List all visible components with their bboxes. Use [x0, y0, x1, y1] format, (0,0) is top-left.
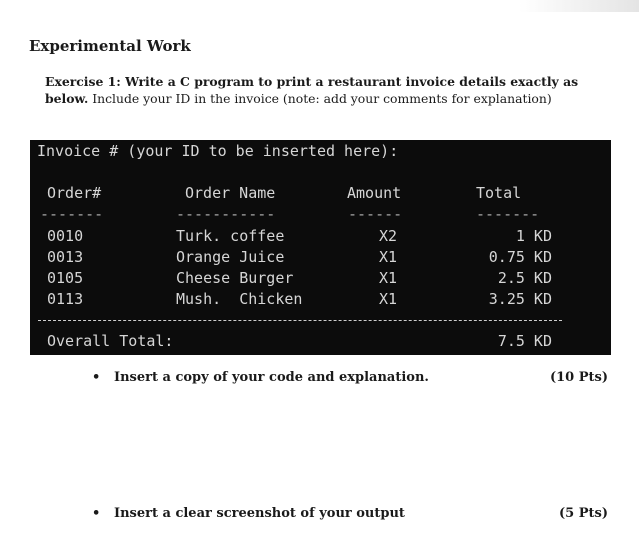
invoice-output-screenshot [30, 140, 611, 355]
overall-total-value: 7.5 KD [497, 332, 552, 350]
table-row-order: 0105 [47, 269, 84, 287]
table-row-name: Mush. Chicken [176, 290, 303, 308]
underline-amount: ------ [348, 205, 403, 223]
total-separator [38, 320, 562, 321]
invoice-heading: Invoice # (your ID to be inserted here): [37, 142, 399, 160]
task-points: (10 Pts) [549, 370, 608, 385]
exercise-instructions: Include your ID in the invoice (note: add your comments for explanation) [88, 91, 552, 106]
header-amount: Amount [347, 184, 402, 202]
table-row-total: 3.25 KD [488, 290, 552, 308]
task-item-code [92, 370, 429, 385]
table-row-name: Cheese Burger [176, 269, 294, 287]
header-total: Total [476, 184, 522, 202]
underline-order: ------- [40, 205, 104, 223]
table-row-order: 0010 [47, 227, 84, 245]
header-order: Order# [47, 184, 102, 202]
bullet-icon: • [92, 506, 101, 521]
table-row-amount: X2 [379, 227, 398, 245]
table-row-total: 0.75 KD [488, 248, 552, 266]
task-text: Insert a clear screenshot of your output [114, 506, 405, 521]
table-row-name: Turk. coffee [176, 227, 285, 245]
table-row-total: 1 KD [515, 227, 552, 245]
task-text: Insert a copy of your code and explanation. [114, 370, 429, 385]
overall-total-label: Overall Total: [47, 332, 174, 350]
table-row-order: 0013 [47, 248, 84, 266]
table-row-amount: X1 [379, 248, 398, 266]
table-row-order: 0113 [47, 290, 84, 308]
underline-order-name: ----------- [176, 205, 276, 223]
table-row-amount: X1 [379, 269, 398, 287]
header-order-name: Order Name [185, 184, 276, 202]
exercise-title: Exercise 1: Write a C program to print a restaurant invoice details exactly as below. [45, 74, 579, 106]
exercise-description [45, 73, 595, 107]
task-points: (5 Pts) [559, 506, 608, 521]
section-title: Experimental Work [29, 37, 191, 55]
table-row-total: 2.5 KD [497, 269, 552, 287]
underline-total: ------- [476, 205, 540, 223]
page-edge-shadow [519, 0, 639, 12]
task-item-screenshot [92, 506, 405, 521]
table-row-name: Orange Juice [176, 248, 285, 266]
bullet-icon: • [92, 370, 101, 385]
table-row-amount: X1 [379, 290, 398, 308]
